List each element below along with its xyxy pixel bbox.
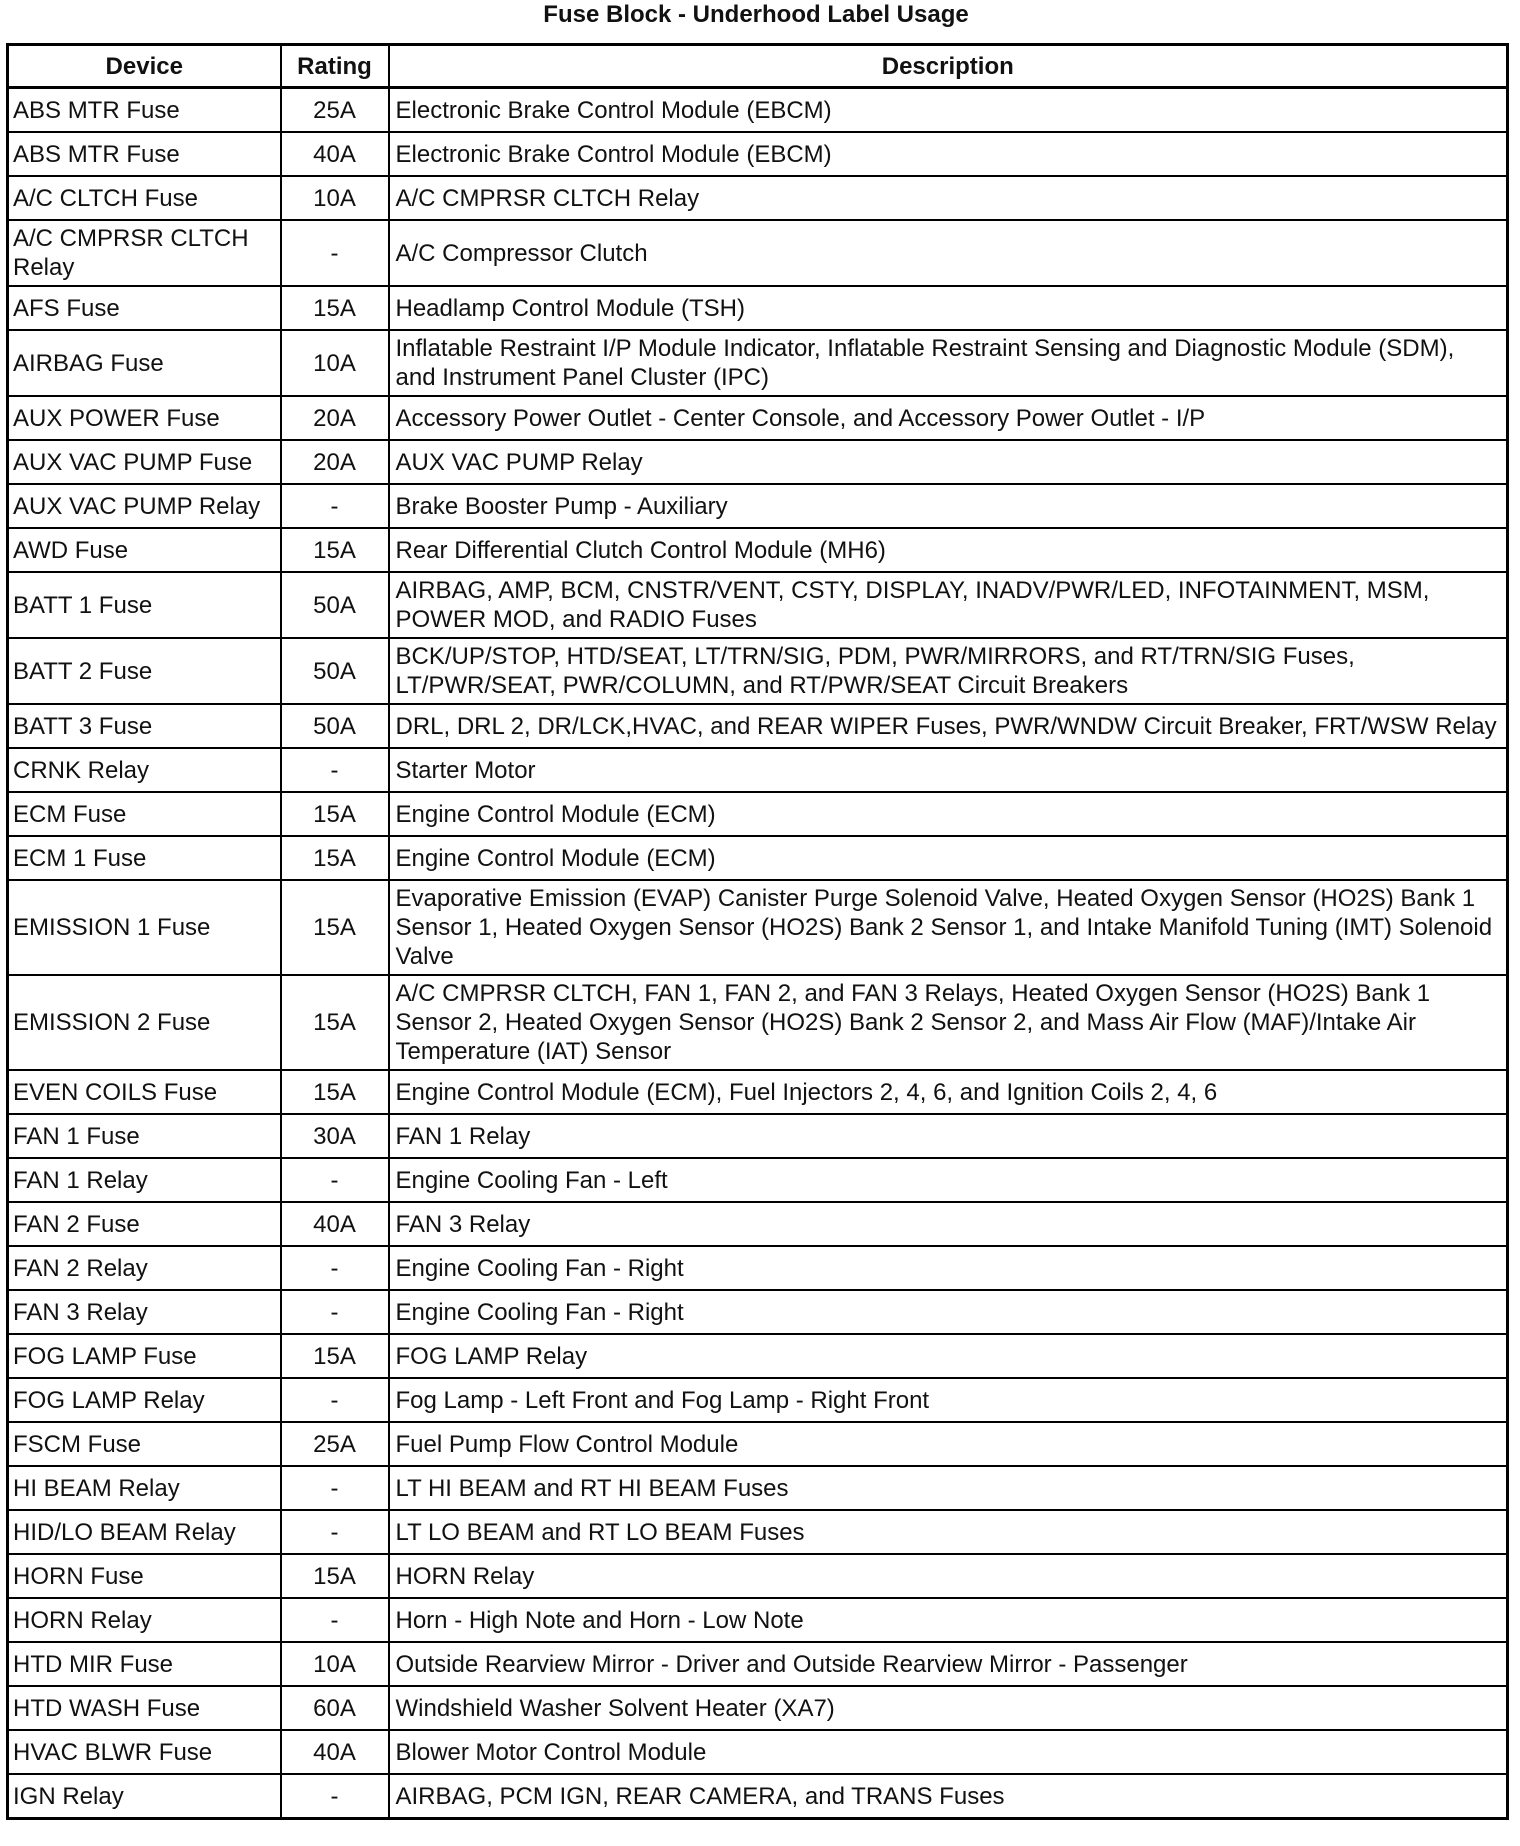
table-row: [8, 1554, 1508, 1598]
cell-rating: -: [281, 1598, 389, 1642]
cell-rating: 60A: [281, 1686, 389, 1730]
table-row: [8, 528, 1508, 572]
cell-rating: 25A: [281, 1422, 389, 1466]
cell-description: Blower Motor Control Module: [389, 1730, 1508, 1774]
cell-device: A/C CLTCH Fuse: [8, 176, 281, 220]
cell-description: Engine Control Module (ECM): [389, 836, 1508, 880]
cell-rating: 10A: [281, 330, 389, 396]
cell-description: FAN 1 Relay: [389, 1114, 1508, 1158]
table-row: [8, 1070, 1508, 1114]
cell-rating: 30A: [281, 1114, 389, 1158]
cell-rating: 50A: [281, 638, 389, 704]
table-row: [8, 1730, 1508, 1774]
table-row: [8, 132, 1508, 176]
cell-device: FAN 2 Relay: [8, 1246, 281, 1290]
cell-description: LT HI BEAM and RT HI BEAM Fuses: [389, 1466, 1508, 1510]
cell-device: IGN Relay: [8, 1774, 281, 1819]
table-row: [8, 330, 1508, 396]
table-row: [8, 440, 1508, 484]
cell-description: Starter Motor: [389, 748, 1508, 792]
cell-rating: -: [281, 220, 389, 286]
cell-description: LT LO BEAM and RT LO BEAM Fuses: [389, 1510, 1508, 1554]
cell-device: A/C CMPRSR CLTCH Relay: [8, 220, 281, 286]
cell-device: HI BEAM Relay: [8, 1466, 281, 1510]
cell-description: A/C CMPRSR CLTCH Relay: [389, 176, 1508, 220]
cell-device: ECM Fuse: [8, 792, 281, 836]
cell-description: Rear Differential Clutch Control Module (MH6): [389, 528, 1508, 572]
cell-device: HID/LO BEAM Relay: [8, 1510, 281, 1554]
cell-description: Brake Booster Pump - Auxiliary: [389, 484, 1508, 528]
fuse-usage-table: [6, 43, 1509, 1820]
cell-description: A/C Compressor Clutch: [389, 220, 1508, 286]
cell-description: Inflatable Restraint I/P Module Indicator, Inflatable Restraint Sensing and Diagnostic Module (SDM), and Instrument Panel Cluster (IPC): [389, 330, 1508, 396]
cell-rating: 20A: [281, 440, 389, 484]
cell-device: HTD WASH Fuse: [8, 1686, 281, 1730]
cell-rating: 25A: [281, 88, 389, 133]
cell-device: HTD MIR Fuse: [8, 1642, 281, 1686]
cell-description: Engine Cooling Fan - Right: [389, 1290, 1508, 1334]
cell-device: AUX VAC PUMP Relay: [8, 484, 281, 528]
cell-description: Fuel Pump Flow Control Module: [389, 1422, 1508, 1466]
cell-device: FOG LAMP Relay: [8, 1378, 281, 1422]
table-row: [8, 1114, 1508, 1158]
column-header-device: Device: [8, 45, 281, 88]
cell-rating: -: [281, 1246, 389, 1290]
cell-rating: 15A: [281, 286, 389, 330]
cell-device: FOG LAMP Fuse: [8, 1334, 281, 1378]
table-row: [8, 1466, 1508, 1510]
cell-rating: 50A: [281, 704, 389, 748]
cell-description: AIRBAG, AMP, BCM, CNSTR/VENT, CSTY, DISPLAY, INADV/PWR/LED, INFOTAINMENT, MSM, POWER MOD, and RADIO Fuses: [389, 572, 1508, 638]
cell-description: FAN 3 Relay: [389, 1202, 1508, 1246]
cell-device: HORN Fuse: [8, 1554, 281, 1598]
table-row: [8, 748, 1508, 792]
cell-description: Engine Cooling Fan - Left: [389, 1158, 1508, 1202]
document-title: Fuse Block - Underhood Label Usage: [543, 1, 969, 28]
cell-rating: 20A: [281, 396, 389, 440]
cell-rating: -: [281, 1378, 389, 1422]
cell-device: FSCM Fuse: [8, 1422, 281, 1466]
cell-description: DRL, DRL 2, DR/LCK,HVAC, and REAR WIPER Fuses, PWR/WNDW Circuit Breaker, FRT/WSW Relay: [389, 704, 1508, 748]
cell-device: CRNK Relay: [8, 748, 281, 792]
cell-description: FOG LAMP Relay: [389, 1334, 1508, 1378]
cell-device: BATT 1 Fuse: [8, 572, 281, 638]
cell-description: Windshield Washer Solvent Heater (XA7): [389, 1686, 1508, 1730]
table-row: [8, 638, 1508, 704]
table-row: [8, 1158, 1508, 1202]
cell-description: A/C CMPRSR CLTCH, FAN 1, FAN 2, and FAN 3 Relays, Heated Oxygen Sensor (HO2S) Bank 1 Sensor 2, Heated Oxygen Sensor (HO2S) Bank 2 Sensor 2, and Mass Air Flow (MAF)/Intake Air Temperature (IAT) Sensor: [389, 975, 1508, 1070]
table-row: [8, 1246, 1508, 1290]
table-row: [8, 484, 1508, 528]
cell-rating: -: [281, 1510, 389, 1554]
cell-rating: 40A: [281, 1202, 389, 1246]
table-row: [8, 286, 1508, 330]
cell-description: Headlamp Control Module (TSH): [389, 286, 1508, 330]
cell-rating: 15A: [281, 836, 389, 880]
cell-device: AFS Fuse: [8, 286, 281, 330]
cell-device: AUX VAC PUMP Fuse: [8, 440, 281, 484]
cell-rating: -: [281, 1158, 389, 1202]
cell-device: HVAC BLWR Fuse: [8, 1730, 281, 1774]
cell-rating: -: [281, 1290, 389, 1334]
cell-device: HORN Relay: [8, 1598, 281, 1642]
cell-rating: 15A: [281, 528, 389, 572]
cell-device: BATT 2 Fuse: [8, 638, 281, 704]
cell-rating: 15A: [281, 1334, 389, 1378]
table-body: [8, 88, 1508, 1819]
cell-description: BCK/UP/STOP, HTD/SEAT, LT/TRN/SIG, PDM, PWR/MIRRORS, and RT/TRN/SIG Fuses, LT/PWR/SEAT, PWR/COLUMN, and RT/PWR/SEAT Circuit Breakers: [389, 638, 1508, 704]
cell-description: Evaporative Emission (EVAP) Canister Purge Solenoid Valve, Heated Oxygen Sensor (HO2S) Bank 1 Sensor 1, Heated Oxygen Sensor (HO2S) Bank 2 Sensor 1, and Intake Manifold Tuning (IMT) Solenoid Valve: [389, 880, 1508, 975]
cell-device: ABS MTR Fuse: [8, 88, 281, 133]
table-row: [8, 176, 1508, 220]
cell-rating: 40A: [281, 132, 389, 176]
cell-rating: 15A: [281, 975, 389, 1070]
cell-description: Horn - High Note and Horn - Low Note: [389, 1598, 1508, 1642]
cell-device: AIRBAG Fuse: [8, 330, 281, 396]
cell-rating: -: [281, 1466, 389, 1510]
cell-description: AUX VAC PUMP Relay: [389, 440, 1508, 484]
cell-device: EVEN COILS Fuse: [8, 1070, 281, 1114]
table-row: [8, 220, 1508, 286]
cell-description: HORN Relay: [389, 1554, 1508, 1598]
table-row: [8, 836, 1508, 880]
table-row: [8, 1290, 1508, 1334]
cell-rating: 10A: [281, 1642, 389, 1686]
cell-description: AIRBAG, PCM IGN, REAR CAMERA, and TRANS Fuses: [389, 1774, 1508, 1819]
table-row: [8, 1598, 1508, 1642]
table-row: [8, 1642, 1508, 1686]
cell-device: ABS MTR Fuse: [8, 132, 281, 176]
table-row: [8, 396, 1508, 440]
cell-rating: -: [281, 1774, 389, 1819]
cell-rating: 15A: [281, 1554, 389, 1598]
cell-device: FAN 1 Fuse: [8, 1114, 281, 1158]
table-row: [8, 1686, 1508, 1730]
table-row: [8, 88, 1508, 133]
cell-device: FAN 3 Relay: [8, 1290, 281, 1334]
cell-description: Electronic Brake Control Module (EBCM): [389, 132, 1508, 176]
cell-device: FAN 2 Fuse: [8, 1202, 281, 1246]
table-row: [8, 792, 1508, 836]
cell-device: BATT 3 Fuse: [8, 704, 281, 748]
cell-device: EMISSION 1 Fuse: [8, 880, 281, 975]
table-row: [8, 1334, 1508, 1378]
table-row: [8, 1422, 1508, 1466]
table-row: [8, 1202, 1508, 1246]
cell-rating: 10A: [281, 176, 389, 220]
cell-device: AUX POWER Fuse: [8, 396, 281, 440]
cell-rating: -: [281, 484, 389, 528]
table-row: [8, 880, 1508, 975]
table-row: [8, 975, 1508, 1070]
cell-description: Electronic Brake Control Module (EBCM): [389, 88, 1508, 133]
cell-description: Fog Lamp - Left Front and Fog Lamp - Right Front: [389, 1378, 1508, 1422]
cell-rating: 15A: [281, 1070, 389, 1114]
table-header-row: [8, 45, 1508, 88]
cell-rating: 15A: [281, 880, 389, 975]
cell-rating: 50A: [281, 572, 389, 638]
table-row: [8, 1510, 1508, 1554]
cell-device: ECM 1 Fuse: [8, 836, 281, 880]
cell-description: Engine Control Module (ECM): [389, 792, 1508, 836]
table-row: [8, 1378, 1508, 1422]
table-row: [8, 1774, 1508, 1819]
cell-device: AWD Fuse: [8, 528, 281, 572]
cell-rating: 15A: [281, 792, 389, 836]
cell-device: FAN 1 Relay: [8, 1158, 281, 1202]
cell-description: Accessory Power Outlet - Center Console, and Accessory Power Outlet - I/P: [389, 396, 1508, 440]
column-header-rating: Rating: [281, 45, 389, 88]
table-row: [8, 704, 1508, 748]
cell-description: Engine Control Module (ECM), Fuel Injectors 2, 4, 6, and Ignition Coils 2, 4, 6: [389, 1070, 1508, 1114]
cell-rating: 40A: [281, 1730, 389, 1774]
cell-rating: -: [281, 748, 389, 792]
cell-description: Outside Rearview Mirror - Driver and Outside Rearview Mirror - Passenger: [389, 1642, 1508, 1686]
table-row: [8, 572, 1508, 638]
column-header-description: Description: [389, 45, 1508, 88]
cell-description: Engine Cooling Fan - Right: [389, 1246, 1508, 1290]
cell-device: EMISSION 2 Fuse: [8, 975, 281, 1070]
